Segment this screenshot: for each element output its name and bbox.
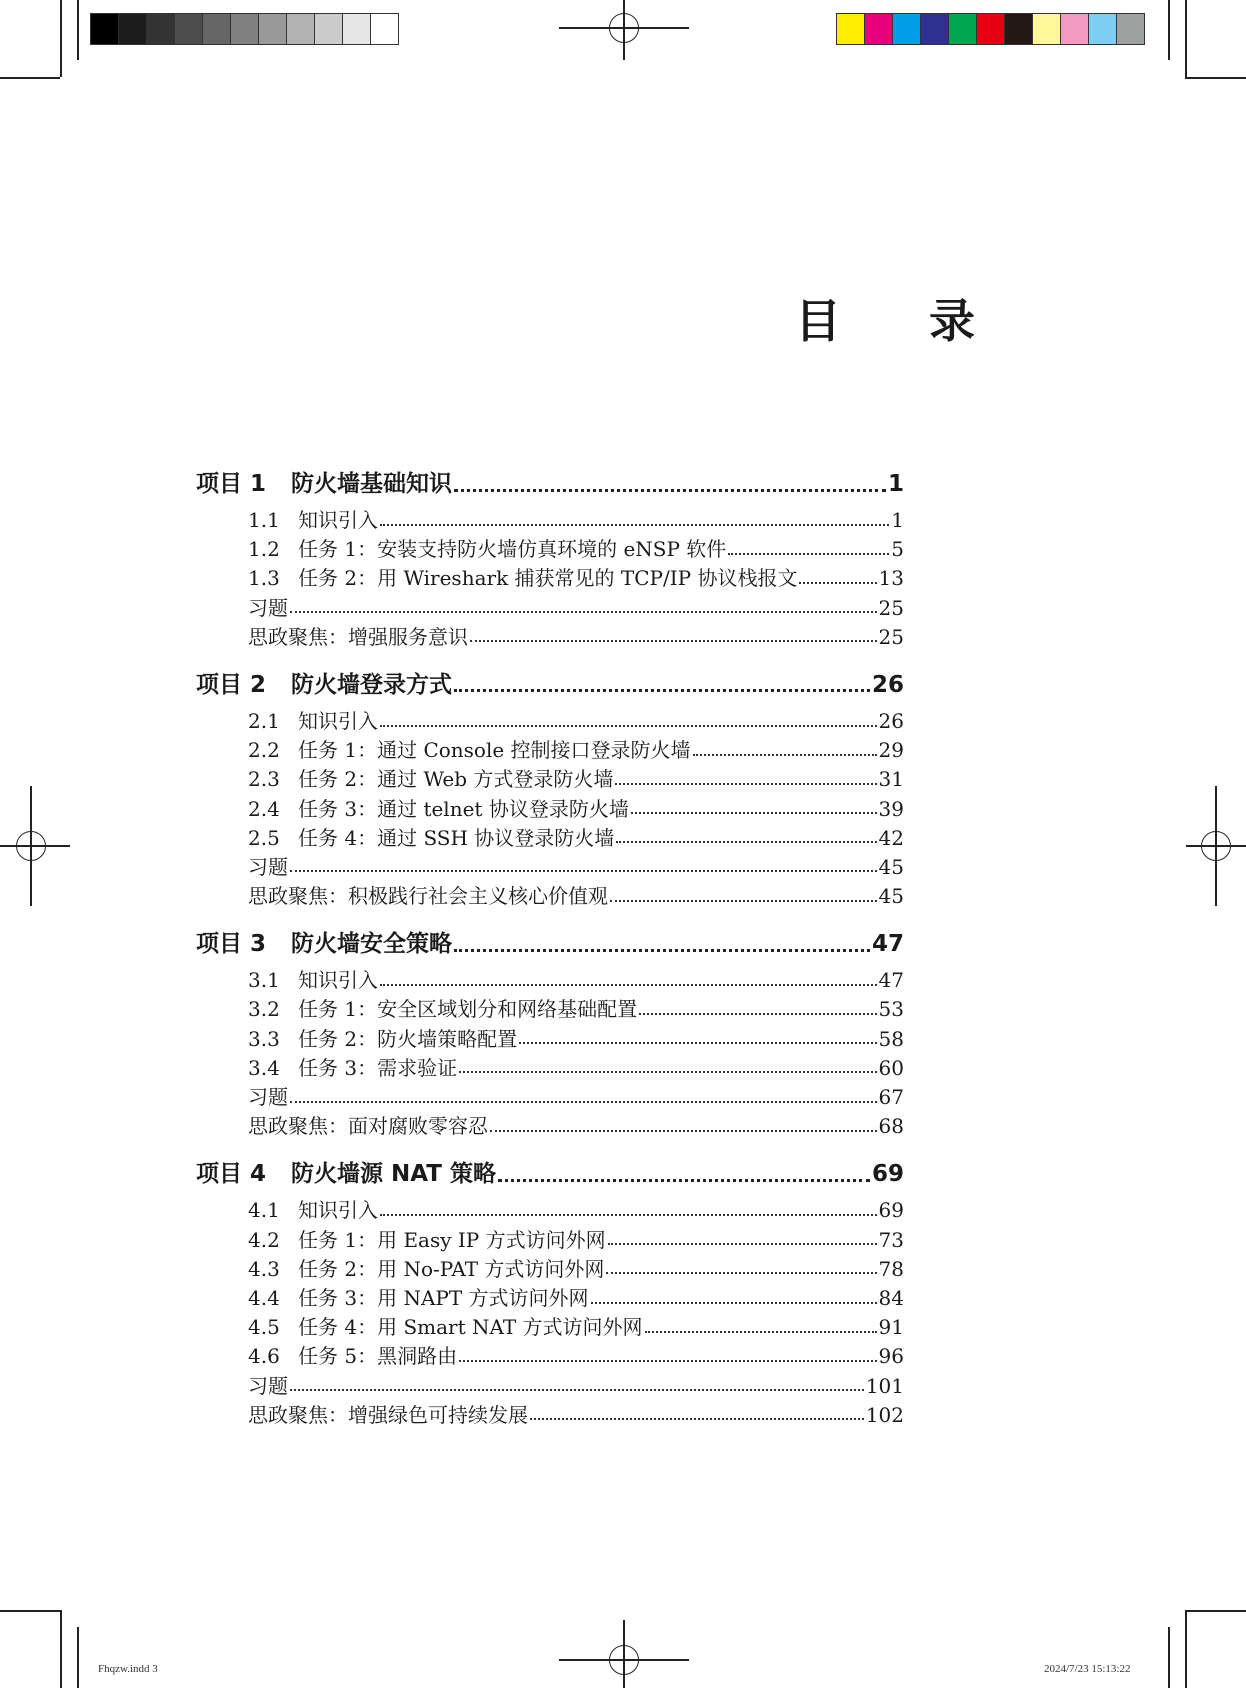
section-page-number: 5 [891,537,904,562]
registration-mark-left [11,826,51,866]
section-title: 任务 3：需求验证 [298,1055,458,1080]
toc-entry[interactable] [196,736,904,765]
section-number: 4.6 [248,1344,280,1369]
toc-entry[interactable] [196,535,904,564]
toc-entry[interactable] [196,1313,904,1342]
toc-entry[interactable] [196,1342,904,1371]
section-title: 知识引入 [298,968,378,993]
toc-entry[interactable] [196,795,904,824]
toc-entry[interactable] [196,1372,904,1401]
dot-leader [290,1389,864,1391]
color-swatch [1089,14,1117,44]
page-title [795,285,975,351]
section-page-number: 39 [878,796,904,821]
chapter-number: 项目 1 [196,471,267,497]
toc-entry[interactable] [196,1025,904,1054]
registration-mark-top [604,8,644,48]
section-page-number: 25 [878,624,904,649]
crop-mark [60,1610,62,1688]
crop-mark [0,77,60,79]
section-page-number: 60 [878,1055,904,1080]
section-page-number: 96 [878,1344,904,1369]
color-swatch [119,14,147,44]
dot-leader [454,689,870,692]
section-page-number: 91 [878,1315,904,1340]
toc-chapter [196,922,904,1141]
section-number: 3.4 [248,1055,280,1080]
toc-entry[interactable] [196,1284,904,1313]
dot-leader [728,553,889,555]
toc-entry[interactable] [196,594,904,623]
section-title: 任务 2：用 No-PAT 方式访问外网 [298,1256,605,1281]
section-title: 任务 1：安全区域划分和网络基础配置 [298,997,638,1022]
dot-leader [454,489,886,492]
dot-leader [799,582,876,584]
section-page-number: 101 [865,1373,904,1398]
section-number: 4.3 [248,1256,280,1281]
section-page-number: 45 [878,854,904,879]
dot-leader [459,1071,876,1073]
crop-mark [60,0,62,77]
section-page-number: 47 [878,968,904,993]
dot-leader [290,870,877,872]
chapter-page-number: 1 [887,471,904,497]
section-number: 4.4 [248,1285,280,1310]
section-page-number: 69 [878,1198,904,1223]
section-number: 1.2 [248,537,280,562]
dot-leader [490,1130,877,1132]
dot-leader [454,949,870,952]
chapter-page-number: 47 [871,931,904,958]
registration-mark-right [1196,826,1236,866]
section-number: 2.1 [248,708,280,733]
toc-entry[interactable] [196,1054,904,1083]
crop-mark [1185,0,1187,77]
section-number: 2.3 [248,767,280,792]
section-number: 1.3 [248,566,280,591]
gray-color-bar [90,13,399,45]
toc-entry[interactable] [196,1226,904,1255]
section-number: 2.5 [248,825,280,850]
dot-leader [693,754,877,756]
section-page-number: 13 [878,566,904,591]
crop-mark [1168,1627,1170,1688]
section-title: 思政聚焦：面对腐败零容忍 [248,1114,488,1139]
section-number: 3.3 [248,1026,280,1051]
section-page-number: 45 [878,884,904,909]
section-number: 3.2 [248,997,280,1022]
section-page-number: 68 [878,1114,904,1139]
dot-leader [290,1101,877,1103]
toc-entry[interactable] [196,824,904,853]
dot-leader [606,1272,876,1274]
toc-entry[interactable] [196,623,904,652]
section-page-number: 78 [878,1256,904,1281]
color-swatch [893,14,921,44]
toc-chapter-heading[interactable] [196,922,904,966]
chapter-page-number: 69 [871,1161,904,1188]
chapter-title: 防火墙登录方式 [291,671,452,698]
crop-mark [77,1627,79,1688]
dot-leader [519,1042,876,1044]
section-number: 4.1 [248,1198,280,1223]
chapter-title: 防火墙安全策略 [291,931,452,958]
section-title: 任务 1：用 Easy IP 方式访问外网 [298,1227,606,1252]
dot-leader [380,1214,877,1216]
section-title: 知识引入 [298,1198,378,1223]
section-title: 任务 3：通过 telnet 协议登录防火墙 [298,796,629,821]
section-title: 任务 1：通过 Console 控制接口登录防火墙 [298,738,691,763]
section-page-number: 53 [878,997,904,1022]
color-swatch [259,14,287,44]
color-swatch [371,14,398,44]
section-title: 任务 4：通过 SSH 协议登录防火墙 [298,825,615,850]
color-swatch [175,14,203,44]
section-title: 习题 [248,1085,288,1109]
chapter-title: 防火墙源 NAT 策略 [291,1161,496,1188]
color-swatch [91,14,119,44]
section-number: 4.5 [248,1315,280,1340]
section-page-number: 29 [878,738,904,763]
toc-entry[interactable] [196,1401,904,1430]
toc-entry[interactable] [196,1255,904,1284]
toc-chapter-heading[interactable] [196,1152,904,1196]
title-char: 目 [795,294,841,348]
toc-entry[interactable] [196,853,904,882]
toc-chapter-heading[interactable] [196,462,904,506]
color-swatch [1033,14,1061,44]
footer-timestamp: 2024/7/23 15:13:22 [1044,1663,1131,1675]
crop-mark [1185,77,1246,79]
crop-mark [1185,1610,1187,1688]
registration-mark-bottom [604,1640,644,1680]
section-title: 习题 [248,1373,288,1398]
color-swatch [949,14,977,44]
footer-file-info: Fhqzw.indd 3 [98,1663,158,1675]
color-swatch [343,14,371,44]
section-title: 知识引入 [298,508,378,532]
section-title: 思政聚焦：增强服务意识 [248,624,468,649]
section-page-number: 67 [878,1085,904,1109]
toc-entry[interactable] [196,1083,904,1112]
section-title: 任务 2：通过 Web 方式登录防火墙 [298,767,614,792]
color-swatch [287,14,315,44]
color-swatch [147,14,175,44]
section-page-number: 26 [878,708,904,733]
crop-mark [1185,1610,1246,1612]
dot-leader [616,841,876,843]
toc-chapter [196,462,904,652]
section-title: 任务 2：防火墙策略配置 [298,1026,518,1051]
dot-leader [380,725,877,727]
dot-leader [610,900,877,902]
color-swatch [1117,14,1144,44]
dot-leader [615,783,876,785]
dot-leader [470,640,877,642]
toc-entry[interactable] [196,1112,904,1141]
dot-leader [498,1179,870,1182]
dot-leader [530,1418,864,1420]
toc-entry[interactable] [196,707,904,736]
toc-entry[interactable] [196,995,904,1024]
section-title: 习题 [248,595,288,620]
dot-leader [639,1013,876,1015]
toc-chapter [196,663,904,911]
section-page-number: 31 [878,767,904,792]
section-title: 任务 5：黑洞路由 [298,1344,458,1369]
dot-leader [290,611,877,613]
toc-entry[interactable] [196,1196,904,1225]
color-swatch [315,14,343,44]
section-number: 2.2 [248,738,280,763]
chapter-number: 项目 3 [196,931,267,958]
section-page-number: 1 [891,508,904,532]
table-of-contents [196,462,904,1441]
section-number: 2.4 [248,796,280,821]
section-page-number: 25 [878,595,904,620]
color-swatch [837,14,865,44]
crop-mark [0,1610,60,1612]
color-swatch [921,14,949,44]
dot-leader [591,1302,877,1304]
section-title: 习题 [248,854,288,879]
section-number: 4.2 [248,1227,280,1252]
crop-mark [77,0,79,60]
dot-leader [380,984,877,986]
dot-leader [645,1331,877,1333]
section-page-number: 102 [865,1402,904,1427]
section-page-number: 58 [878,1026,904,1051]
section-title: 任务 4：用 Smart NAT 方式访问外网 [298,1315,643,1340]
section-title: 任务 2：用 Wireshark 捕获常见的 TCP/IP 协议栈报文 [298,566,798,591]
chapter-number: 项目 4 [196,1161,267,1188]
section-title: 任务 3：用 NAPT 方式访问外网 [298,1285,589,1310]
section-number: 3.1 [248,968,280,993]
color-swatch [865,14,893,44]
process-color-bar [836,13,1145,45]
section-page-number: 73 [878,1227,904,1252]
toc-entry[interactable] [196,966,904,995]
toc-entry[interactable] [196,882,904,911]
crop-mark [1168,0,1170,60]
title-char: 录 [929,294,975,348]
color-swatch [203,14,231,44]
dot-leader [608,1243,877,1245]
toc-entry[interactable] [196,765,904,794]
section-title: 知识引入 [298,708,378,733]
section-title: 任务 1：安装支持防火墙仿真环境的 eNSP 软件 [298,537,727,562]
color-swatch [1005,14,1033,44]
color-swatch [977,14,1005,44]
toc-entry[interactable] [196,564,904,593]
chapter-page-number: 26 [871,671,904,698]
toc-chapter-heading[interactable] [196,663,904,707]
dot-leader [631,812,877,814]
section-title: 思政聚焦：积极践行社会主义核心价值观 [248,884,608,909]
color-swatch [231,14,259,44]
dot-leader [380,524,889,526]
section-page-number: 42 [878,825,904,850]
section-title: 思政聚焦：增强绿色可持续发展 [248,1402,528,1427]
toc-chapter [196,1152,904,1430]
color-swatch [1061,14,1089,44]
dot-leader [459,1360,876,1362]
toc-entry[interactable] [196,506,904,535]
chapter-title: 防火墙基础知识 [291,471,452,497]
section-page-number: 84 [878,1285,904,1310]
chapter-number: 项目 2 [196,671,267,698]
section-number: 1.1 [248,508,280,532]
